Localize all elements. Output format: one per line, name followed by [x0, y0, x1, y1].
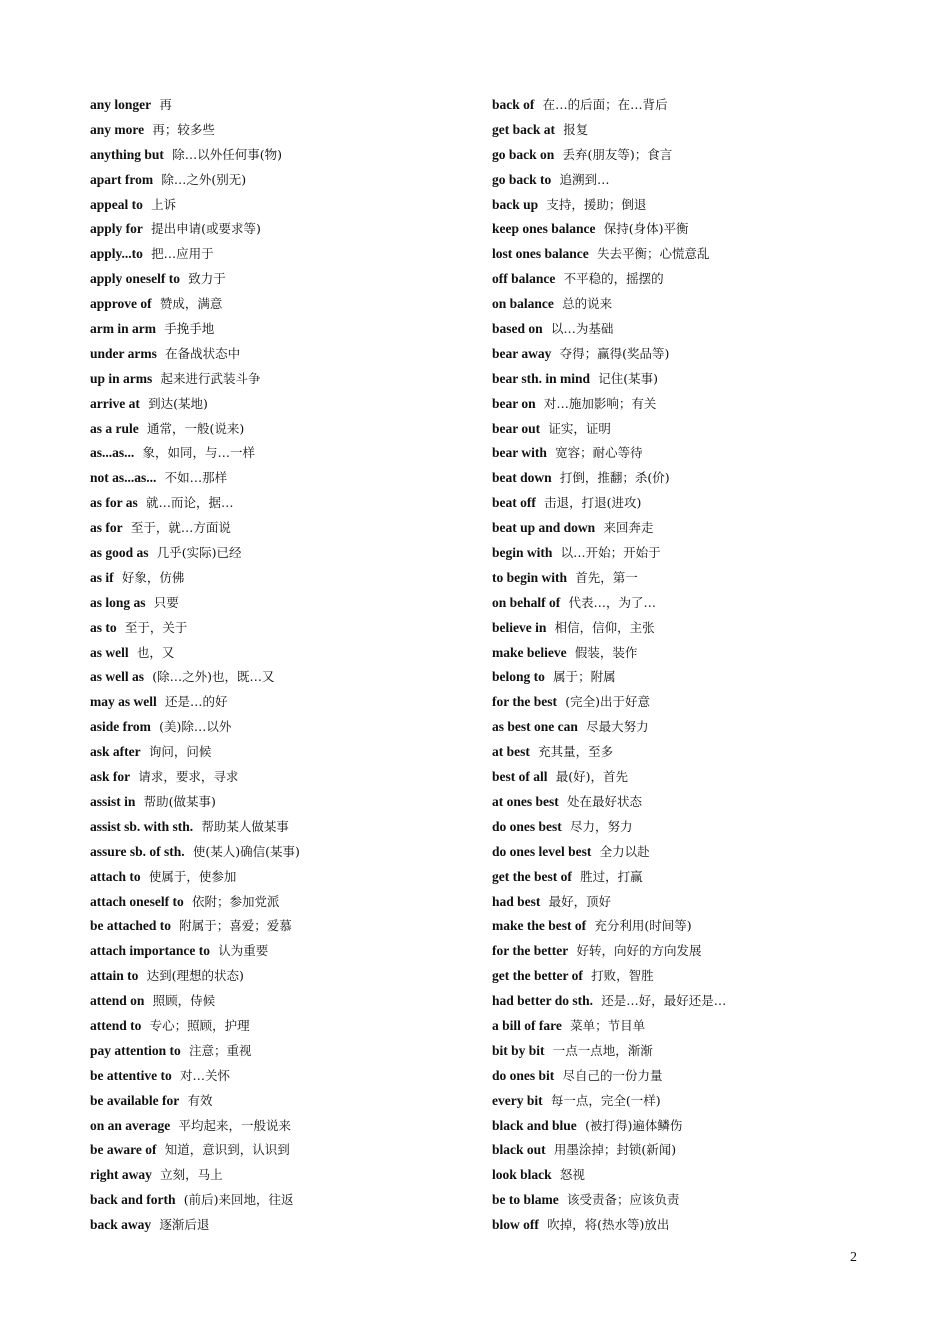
vocab-entry — [90, 193, 470, 218]
entry-meaning: 通常，一般(说来) — [147, 420, 245, 436]
entry-meaning: 保持(身体)平衡 — [603, 221, 689, 237]
vocab-entry — [492, 939, 892, 964]
entry-meaning: (前后)来回地，往返 — [183, 1192, 294, 1208]
entry-meaning: 尽自己的一份力量 — [562, 1067, 663, 1083]
entry-meaning: 再 — [159, 97, 172, 112]
entry-meaning: 逐渐后退 — [159, 1217, 210, 1233]
entry-phrase: approve of — [90, 296, 152, 312]
entry-phrase: on an average — [90, 1117, 171, 1133]
entry-phrase: bear out — [492, 420, 541, 436]
entry-meaning: 该受责备；应该负责 — [567, 1192, 680, 1208]
entry-meaning: 注意；重视 — [189, 1042, 252, 1058]
vocab-entry — [492, 865, 892, 890]
entry-meaning: 对…施加影响；有关 — [543, 395, 657, 411]
entry-phrase: as well as — [90, 669, 144, 685]
vocab-entry — [90, 890, 470, 915]
vocab-entry — [90, 715, 470, 740]
vocab-entry — [90, 417, 470, 442]
entry-phrase: attend on — [90, 993, 145, 1009]
entry-phrase: do ones level best — [492, 843, 592, 859]
entry-meaning: 来回奔走 — [603, 520, 654, 536]
vocab-entry — [492, 93, 892, 118]
entry-meaning: 全力以赴 — [599, 843, 650, 859]
entry-phrase: every bit — [492, 1092, 543, 1108]
entry-phrase: any longer — [90, 97, 152, 112]
entry-meaning: 吹掉，将(热水等)放出 — [547, 1217, 670, 1233]
entry-phrase: as to — [90, 619, 117, 635]
entry-phrase: make the best of — [492, 918, 587, 934]
entry-meaning: 至于，关于 — [124, 619, 188, 635]
vocab-entry — [492, 790, 892, 815]
entry-phrase: bear away — [492, 345, 552, 361]
entry-phrase: be available for — [90, 1092, 180, 1108]
vocab-entry — [492, 914, 892, 939]
entry-meaning: 每一点，完全(一样) — [550, 1092, 661, 1108]
entry-phrase: get the best of — [492, 868, 572, 884]
vocab-entry — [492, 964, 892, 989]
vocab-entry — [492, 516, 892, 541]
entry-phrase: be attentive to — [90, 1067, 172, 1083]
entry-meaning: 总的说来 — [562, 296, 613, 312]
vocab-entry — [90, 840, 470, 865]
entry-phrase: had better do sth. — [492, 993, 594, 1009]
vocab-entry — [492, 541, 892, 566]
vocab-entry — [90, 641, 470, 666]
entry-phrase: keep ones balance — [492, 221, 596, 237]
entry-meaning: (除…之外)也，既…又 — [152, 669, 275, 685]
entry-phrase: do ones best — [492, 818, 562, 834]
vocab-entry — [90, 217, 470, 242]
vocab-entry — [90, 143, 470, 168]
entry-meaning: 假装，装作 — [574, 644, 638, 660]
entry-meaning: 丢弃(朋友等)；食言 — [562, 146, 673, 162]
entry-phrase: blow off — [492, 1217, 539, 1233]
entry-meaning: 充其量，至多 — [538, 744, 614, 760]
vocab-entry — [492, 193, 892, 218]
entry-phrase: attain to — [90, 968, 139, 984]
entry-meaning: 尽最大努力 — [586, 719, 649, 735]
vocab-entry — [492, 267, 892, 292]
entry-phrase: right away — [90, 1167, 152, 1183]
entry-meaning: 充分利用(时间等) — [594, 918, 692, 934]
entry-meaning: 照顾，侍候 — [152, 993, 216, 1009]
entry-meaning: 记住(某事) — [598, 370, 659, 386]
entry-phrase: back and forth — [90, 1192, 176, 1208]
entry-phrase: black and blue — [492, 1117, 577, 1133]
entry-phrase: be aware of — [90, 1142, 157, 1158]
vocab-entry — [492, 840, 892, 865]
vocab-entry — [492, 417, 892, 442]
vocab-entry — [90, 591, 470, 616]
entry-meaning: 打败，智胜 — [591, 968, 654, 984]
vocab-entry — [90, 93, 470, 118]
entry-meaning: 好象，仿佛 — [121, 569, 185, 585]
entry-meaning: 请求，要求，寻求 — [138, 769, 239, 785]
entry-meaning: 以…开始；开始于 — [560, 545, 661, 561]
entry-phrase: arrive at — [90, 395, 140, 411]
vocab-entry — [90, 964, 470, 989]
entry-phrase: appeal to — [90, 196, 143, 212]
entry-meaning: 认为重要 — [218, 943, 269, 959]
entry-meaning: (被打得)遍体鳞伤 — [585, 1117, 683, 1133]
entry-phrase: bear with — [492, 445, 547, 461]
vocab-entry — [90, 790, 470, 815]
entry-meaning: 夺得；赢得(奖品等) — [559, 345, 670, 361]
left-column — [90, 93, 470, 1238]
entry-phrase: belong to — [492, 669, 545, 685]
vocab-entry — [492, 1138, 892, 1163]
entry-phrase: assist in — [90, 793, 136, 809]
vocab-entry — [90, 1213, 470, 1238]
vocab-entry — [492, 616, 892, 641]
entry-phrase: back away — [90, 1217, 152, 1233]
entry-meaning: 代表…，为了… — [568, 594, 657, 610]
vocab-entry — [492, 367, 892, 392]
vocab-entry — [492, 690, 892, 715]
entry-phrase: beat off — [492, 495, 536, 511]
vocab-entry — [492, 217, 892, 242]
vocab-entry — [90, 815, 470, 840]
entry-phrase: bear sth. in mind — [492, 370, 591, 386]
entry-phrase: look black — [492, 1167, 552, 1183]
entry-phrase: get the better of — [492, 968, 583, 984]
entry-meaning: 立刻，马上 — [160, 1167, 223, 1183]
vocab-entry — [90, 118, 470, 143]
entry-phrase: as for — [90, 520, 123, 536]
entry-meaning: 怒视 — [559, 1167, 585, 1183]
entry-phrase: for the best — [492, 694, 557, 710]
vocab-entry — [90, 441, 470, 466]
vocab-entry — [492, 890, 892, 915]
vocab-entry — [492, 491, 892, 516]
entry-phrase: as if — [90, 569, 114, 585]
entry-meaning: (完全)出于好意 — [565, 694, 651, 710]
entry-meaning: 一点一点地，渐渐 — [552, 1042, 653, 1058]
vocab-entry — [90, 1039, 470, 1064]
entry-phrase: as...as... — [90, 445, 135, 461]
vocab-entry — [90, 616, 470, 641]
vocab-entry — [90, 367, 470, 392]
entry-phrase: any more — [90, 121, 145, 137]
entry-phrase: at best — [492, 744, 530, 760]
vocab-entry — [90, 865, 470, 890]
vocab-entry — [90, 342, 470, 367]
entry-meaning: 不平稳的，摇摆的 — [563, 271, 664, 287]
vocab-entry — [492, 765, 892, 790]
entry-phrase: beat down — [492, 470, 552, 486]
vocab-entry — [492, 466, 892, 491]
entry-phrase: apply oneself to — [90, 271, 181, 287]
vocab-entry — [90, 491, 470, 516]
vocab-entry — [90, 1138, 470, 1163]
entry-meaning: 就…而论，据… — [146, 495, 234, 511]
entry-meaning: 帮助(做某事) — [143, 793, 216, 809]
vocab-entry — [90, 1114, 470, 1139]
vocab-entry — [492, 665, 892, 690]
entry-phrase: ask for — [90, 769, 131, 785]
vocab-entry — [90, 292, 470, 317]
entry-phrase: as long as — [90, 594, 146, 610]
entry-phrase: attach to — [90, 868, 141, 884]
entry-meaning: 不如…那样 — [164, 470, 228, 486]
vocab-entry — [492, 143, 892, 168]
vocab-entry — [492, 168, 892, 193]
entry-meaning: 报复 — [563, 121, 589, 137]
entry-phrase: off balance — [492, 271, 556, 287]
vocab-entry — [492, 591, 892, 616]
vocab-entry — [492, 989, 892, 1014]
entry-phrase: on behalf of — [492, 594, 561, 610]
entry-phrase: under arms — [90, 345, 157, 361]
entry-phrase: be to blame — [492, 1192, 559, 1208]
vocab-entry — [90, 1064, 470, 1089]
entry-phrase: as good as — [90, 545, 149, 561]
entry-phrase: aside from — [90, 719, 151, 735]
vocab-entry — [492, 715, 892, 740]
entry-meaning: 赞成，满意 — [159, 296, 223, 312]
vocab-entry — [492, 1213, 892, 1238]
entry-phrase: beat up and down — [492, 520, 596, 536]
entry-meaning: 达到(理想的状态) — [146, 968, 244, 984]
vocab-entry — [492, 1114, 892, 1139]
entry-meaning: 除…之外(别无) — [161, 171, 247, 187]
entry-meaning: 依附；参加党派 — [192, 893, 280, 909]
vocab-entry — [90, 168, 470, 193]
entry-phrase: go back on — [492, 146, 555, 162]
entry-phrase: go back to — [492, 171, 552, 187]
entry-meaning: 致力于 — [188, 271, 226, 287]
entry-meaning: 证实，证明 — [548, 420, 611, 436]
entry-phrase: bit by bit — [492, 1042, 545, 1058]
vocab-entry — [492, 118, 892, 143]
entry-phrase: be attached to — [90, 918, 171, 934]
vocab-entry — [492, 641, 892, 666]
entry-meaning: 帮助某人做某事 — [201, 818, 289, 834]
entry-meaning: 在…的后面；在…背后 — [542, 97, 668, 112]
vocab-entry — [492, 441, 892, 466]
entry-phrase: back up — [492, 196, 539, 212]
vocab-entry — [90, 939, 470, 964]
entry-phrase: may as well — [90, 694, 157, 710]
vocab-entry — [492, 242, 892, 267]
entry-meaning: 对…关怀 — [180, 1067, 231, 1083]
entry-phrase: best of all — [492, 769, 548, 785]
page-number: 2 — [850, 1250, 857, 1265]
entry-meaning: 首先，第一 — [575, 569, 638, 585]
entry-meaning: 最(好)，首先 — [555, 769, 629, 785]
entry-meaning: 象，如同，与…一样 — [142, 445, 256, 461]
entry-meaning: 最好，顶好 — [548, 893, 612, 909]
entry-meaning: 到达(某地) — [148, 395, 208, 411]
entry-meaning: 把…应用于 — [151, 246, 214, 262]
entry-meaning: 提出申请(或要求等) — [151, 221, 261, 237]
entry-phrase: lost ones balance — [492, 246, 589, 262]
vocab-entry — [90, 267, 470, 292]
entry-meaning: 处在最好状态 — [567, 793, 643, 809]
entry-meaning: (美)除…以外 — [159, 719, 232, 735]
entry-phrase: black out — [492, 1142, 546, 1158]
vocab-entry — [492, 815, 892, 840]
vocab-entry — [90, 1188, 470, 1213]
entry-meaning: 支持，援助；倒退 — [546, 196, 647, 212]
entry-meaning: 用墨涂掉；封锁(新闻) — [553, 1142, 677, 1158]
entry-phrase: anything but — [90, 146, 164, 162]
right-column — [492, 93, 892, 1238]
vocab-entry — [492, 1014, 892, 1039]
entry-phrase: do ones bit — [492, 1067, 555, 1083]
entry-phrase: bear on — [492, 395, 536, 411]
entry-phrase: based on — [492, 321, 543, 337]
entry-meaning: 击退，打退(进攻) — [544, 495, 642, 511]
entry-phrase: get back at — [492, 121, 555, 137]
entry-meaning: 专心；照顾，护理 — [149, 1017, 250, 1033]
entry-meaning: 上诉 — [151, 196, 177, 212]
entry-meaning: 还是…好，最好还是… — [601, 993, 727, 1009]
vocab-entry — [492, 1039, 892, 1064]
entry-phrase: not as...as... — [90, 470, 157, 486]
vocab-entry — [90, 392, 470, 417]
entry-meaning: 以…为基础 — [550, 321, 614, 337]
entry-phrase: to begin with — [492, 569, 568, 585]
vocab-entry — [90, 765, 470, 790]
entry-meaning: 手挽手地 — [164, 321, 215, 337]
vocab-entry — [90, 1163, 470, 1188]
entry-meaning: 只要 — [153, 594, 179, 610]
vocab-entry — [90, 1014, 470, 1039]
entry-meaning: 使属于，使参加 — [148, 868, 237, 884]
entry-phrase: make believe — [492, 644, 567, 660]
entry-phrase: pay attention to — [90, 1042, 181, 1058]
entry-meaning: 相信，信仰，主张 — [554, 619, 655, 635]
vocab-entry — [90, 690, 470, 715]
vocab-entry — [90, 516, 470, 541]
entry-meaning: 再；较多些 — [152, 121, 215, 137]
vocab-entry — [492, 1089, 892, 1114]
entry-meaning: 使(某人)确信(某事) — [192, 843, 300, 859]
entry-meaning: 好转，向好的方向发展 — [576, 943, 702, 959]
entry-phrase: a bill of fare — [492, 1017, 562, 1033]
entry-meaning: 平均起来，一般说来 — [178, 1117, 292, 1133]
entry-meaning: 有效 — [187, 1092, 213, 1108]
entry-phrase: at ones best — [492, 793, 559, 809]
entry-phrase: on balance — [492, 296, 554, 312]
entry-meaning: 菜单；节目单 — [570, 1017, 646, 1033]
vocab-entry — [90, 541, 470, 566]
vocab-entry — [90, 914, 470, 939]
vocab-entry — [492, 566, 892, 591]
vocab-entry — [90, 317, 470, 342]
vocab-entry — [90, 466, 470, 491]
vocab-entry — [492, 1064, 892, 1089]
entry-meaning: 知道，意识到，认识到 — [164, 1142, 290, 1158]
vocab-entry — [492, 292, 892, 317]
entry-phrase: believe in — [492, 619, 547, 635]
entry-meaning: 宽容；耐心等待 — [555, 445, 643, 461]
entry-phrase: assist sb. with sth. — [90, 818, 194, 834]
entry-phrase: begin with — [492, 545, 553, 561]
vocab-entry — [492, 392, 892, 417]
vocab-entry — [90, 989, 470, 1014]
entry-phrase: as a rule — [90, 420, 139, 436]
entry-meaning: 除…以外任何事(物) — [172, 146, 282, 162]
vocab-entry — [90, 740, 470, 765]
entry-phrase: apart from — [90, 171, 154, 187]
entry-phrase: for the better — [492, 943, 569, 959]
entry-phrase: apply for — [90, 221, 143, 237]
entry-meaning: 几乎(实际)已经 — [156, 545, 242, 561]
vocab-entry — [90, 242, 470, 267]
vocab-entry — [492, 1163, 892, 1188]
vocab-entry — [492, 1188, 892, 1213]
entry-phrase: as for as — [90, 495, 138, 511]
entry-meaning: 起来进行武装斗争 — [160, 370, 261, 386]
entry-phrase: had best — [492, 893, 541, 909]
entry-meaning: 失去平衡；心慌意乱 — [597, 246, 710, 262]
entry-phrase: up in arms — [90, 370, 153, 386]
vocab-entry — [492, 342, 892, 367]
vocab-entry — [492, 740, 892, 765]
entry-meaning: 追溯到… — [559, 171, 610, 187]
entry-meaning: 在备战状态中 — [165, 345, 241, 361]
entry-meaning: 附属于；喜爱；爱慕 — [179, 918, 292, 934]
entry-meaning: 尽力，努力 — [570, 818, 633, 834]
entry-meaning: 胜过，打赢 — [580, 868, 643, 884]
entry-phrase: attach oneself to — [90, 893, 184, 909]
entry-phrase: back of — [492, 97, 535, 112]
entry-phrase: ask after — [90, 744, 141, 760]
entry-phrase: attach importance to — [90, 943, 210, 959]
entry-meaning: 也，又 — [136, 644, 175, 660]
entry-meaning: 至于，就…方面说 — [130, 520, 231, 536]
vocab-entry — [492, 317, 892, 342]
entry-phrase: assure sb. of sth. — [90, 843, 185, 859]
entry-phrase: as best one can — [492, 719, 578, 735]
entry-meaning: 还是…的好 — [165, 694, 228, 710]
entry-meaning: 打倒，推翻；杀(价) — [559, 470, 670, 486]
entry-phrase: arm in arm — [90, 321, 156, 337]
vocab-entry — [90, 566, 470, 591]
entry-meaning: 询问，问候 — [148, 744, 212, 760]
vocab-entry — [90, 1089, 470, 1114]
entry-phrase: attend to — [90, 1017, 142, 1033]
entry-phrase: apply...to — [90, 246, 143, 262]
vocab-entry — [90, 665, 470, 690]
entry-meaning: 属于；附属 — [553, 669, 616, 685]
entry-phrase: as well — [90, 644, 129, 660]
